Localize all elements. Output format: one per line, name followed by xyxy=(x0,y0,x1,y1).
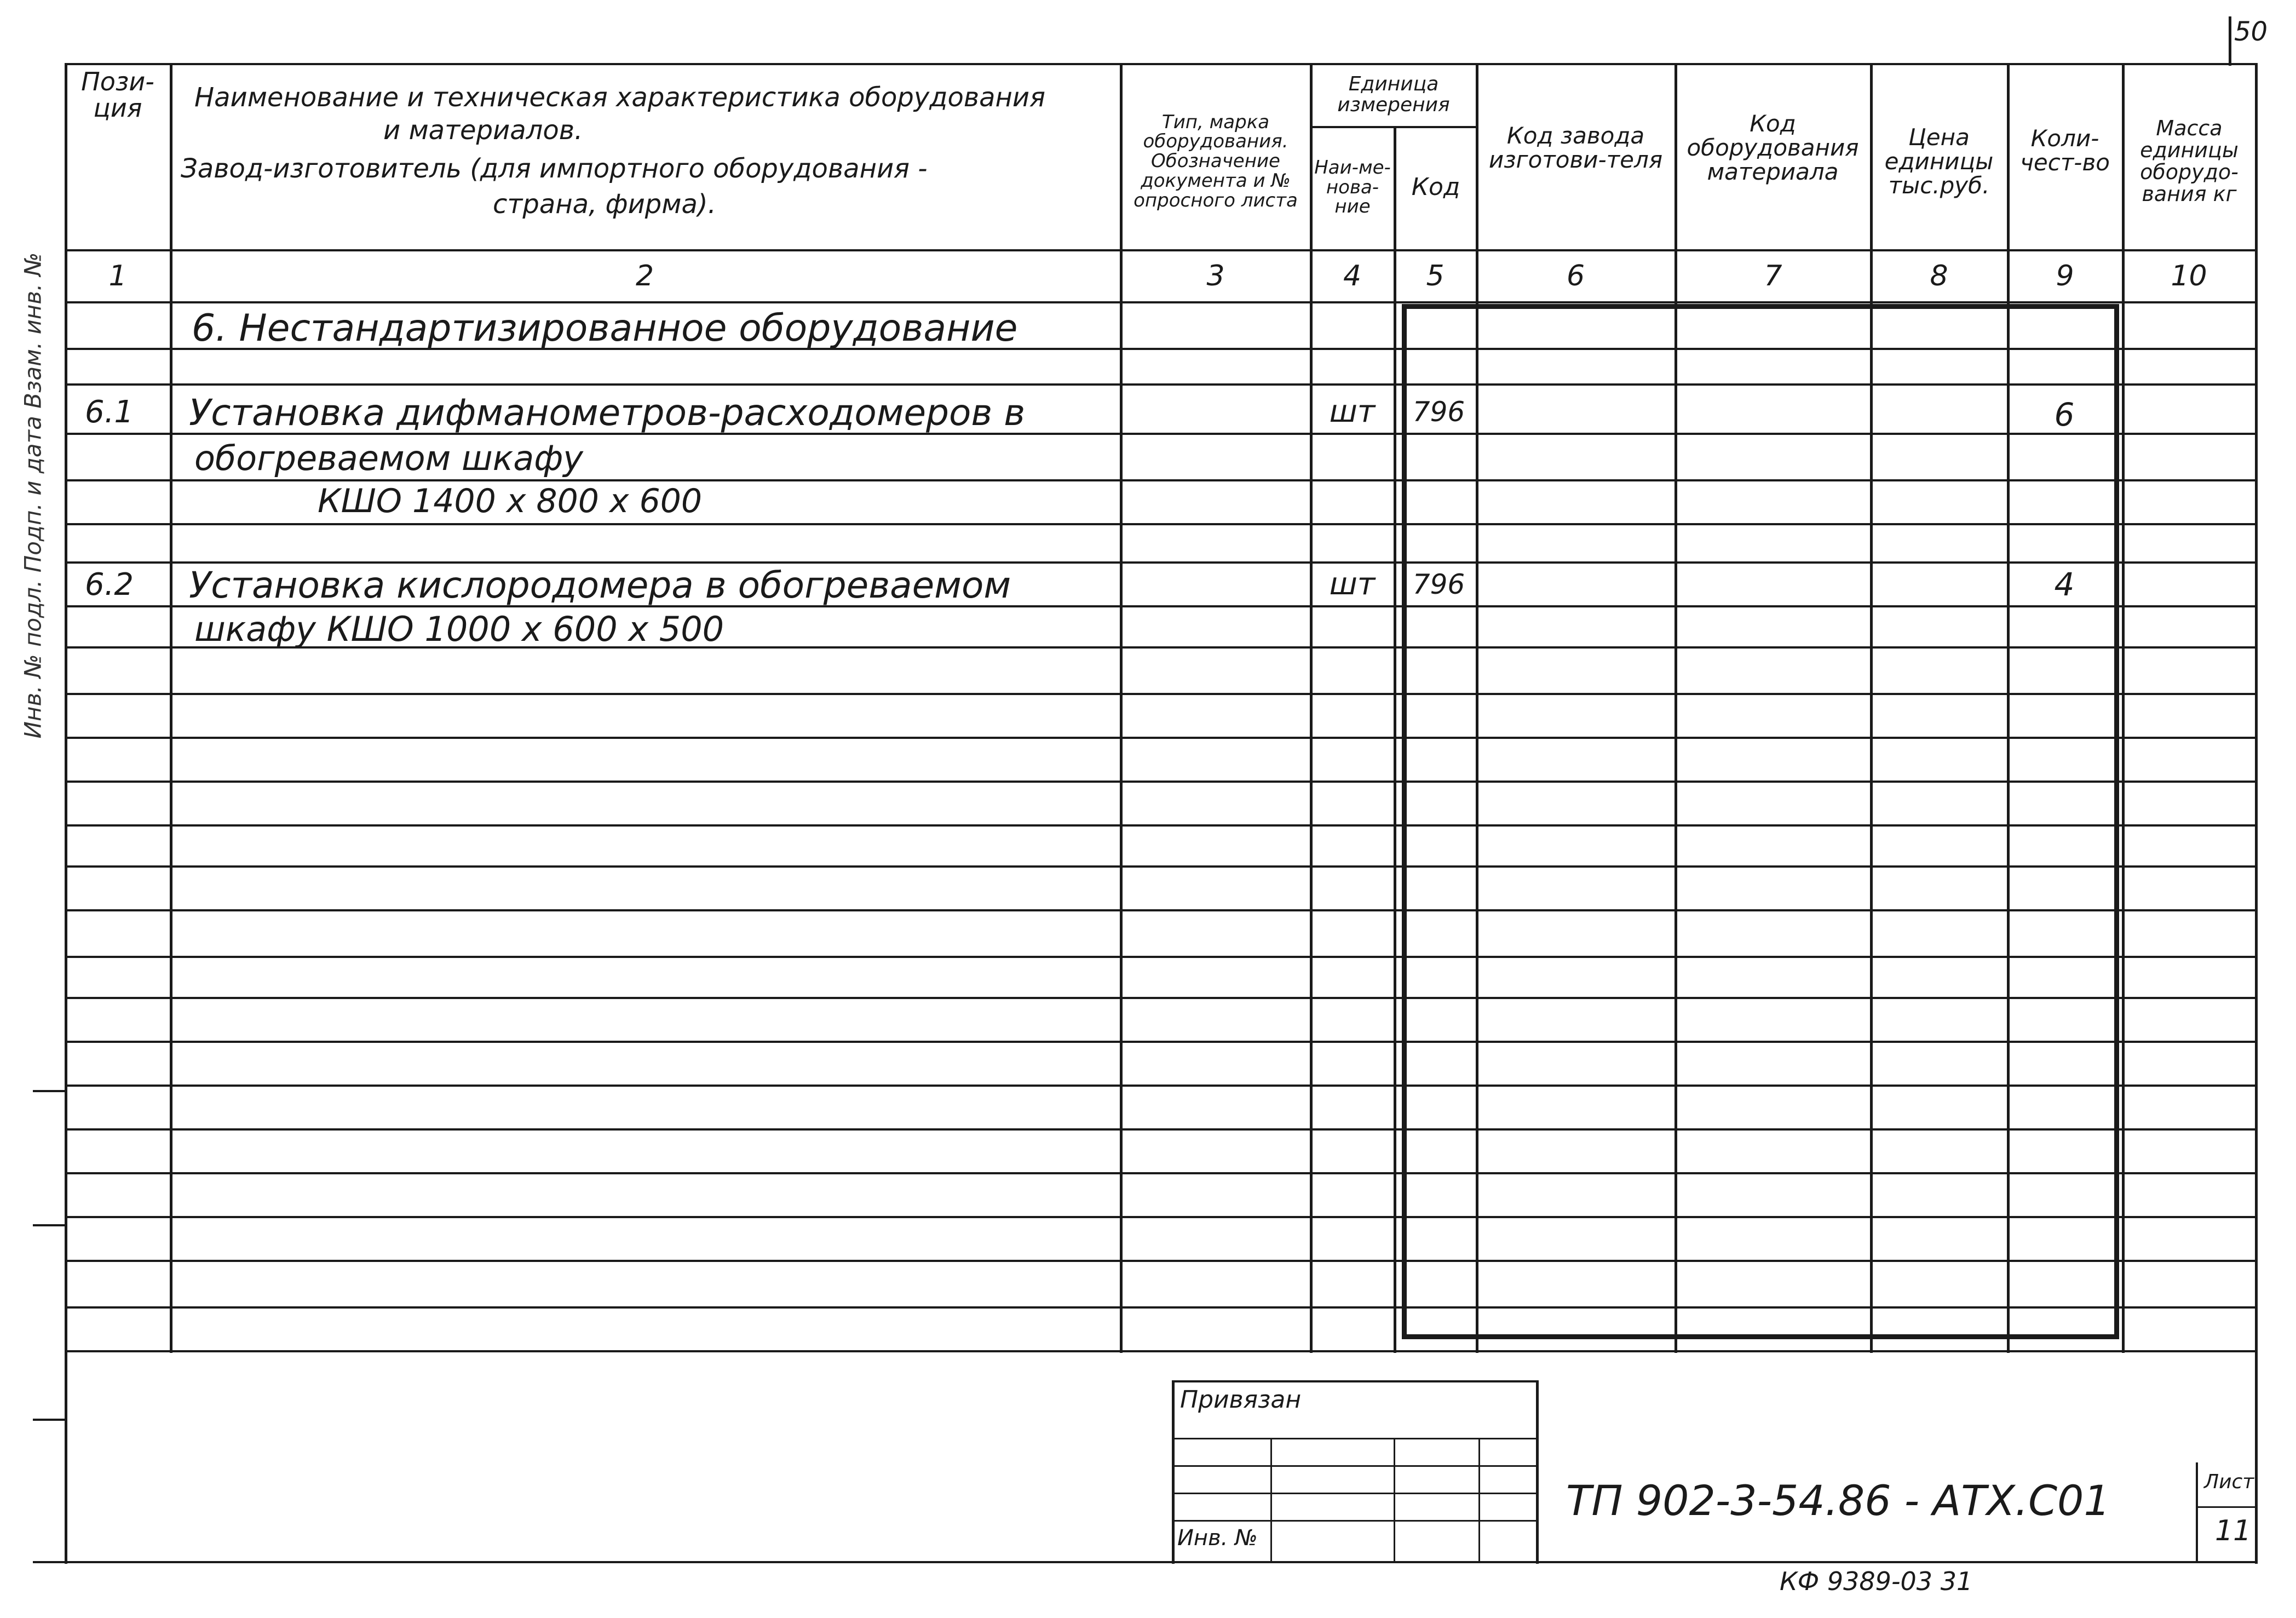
row-6-1-name-line1: Установка дифманометров-расходомеров в xyxy=(189,392,1026,434)
col-number-5: 5 xyxy=(1426,260,1445,293)
row-6-1-unit: шт xyxy=(1329,394,1376,430)
margin-tick xyxy=(33,1090,66,1092)
margin-mark: Инв. № подл. Подп. и дата Взам. инв. № xyxy=(19,252,47,739)
section-title: 6. Нестандартизированное оборудование xyxy=(192,307,1018,350)
stamp-linked-label: Привязан xyxy=(1180,1386,1302,1414)
corner-mark: 50 xyxy=(2234,16,2268,47)
header-unit-code: Код xyxy=(1411,173,1460,202)
col-number-4: 4 xyxy=(1343,260,1362,293)
row-6-2-position: 6.2 xyxy=(85,567,134,603)
header-mass: Масса единицы оборудо-вания кг xyxy=(2140,116,2239,206)
header-factory-code: Код завода изготови-теля xyxy=(1488,122,1663,173)
col-number-7: 7 xyxy=(1764,260,1782,293)
header-unit-name: Наи-ме-нова-ние xyxy=(1314,156,1391,218)
col-number-1: 1 xyxy=(108,260,127,293)
col-number-6: 6 xyxy=(1566,260,1585,293)
margin-tick xyxy=(33,1419,66,1421)
header-name-line4: страна, фирма). xyxy=(493,189,716,220)
header-name-line1: Наименование и техническая характеристика оборудования xyxy=(194,82,1045,113)
header-price: Цена единицы тыс.руб. xyxy=(1884,123,1994,199)
col-number-9: 9 xyxy=(2056,260,2074,293)
col-number-3: 3 xyxy=(1206,260,1225,293)
col-number-10: 10 xyxy=(2171,260,2207,293)
col-number-8: 8 xyxy=(1930,260,1948,293)
row-6-1-quantity: 6 xyxy=(2054,396,2075,434)
row-6-1-name-line3: КШО 1400 x 800 x 600 xyxy=(318,482,703,520)
header-equipment-code: Код оборудования материала xyxy=(1687,110,1859,186)
col-number-2: 2 xyxy=(635,260,654,293)
corner-line xyxy=(2229,16,2231,66)
row-6-2-unit: шт xyxy=(1329,566,1376,603)
header-position: Пози-ция xyxy=(81,67,154,123)
header-type: Тип, марка оборудования. Обозначение документа и № опросного листа xyxy=(1133,111,1298,211)
row-6-2-code: 796 xyxy=(1412,569,1465,601)
row-6-1-code: 796 xyxy=(1412,396,1465,428)
row-6-2-name-line2: шкафу КШО 1000 x 600 x 500 xyxy=(194,609,724,649)
stamp-inventory-label: Инв. № xyxy=(1177,1525,1258,1551)
header-units-group: Единица измерения xyxy=(1337,72,1450,116)
row-6-1-position: 6.1 xyxy=(85,394,134,430)
stamp-sheet-label: Лист xyxy=(2204,1471,2254,1493)
row-6-2-quantity: 4 xyxy=(2054,566,2075,604)
row-6-2-name-line1: Установка кислородомера в обогреваемом xyxy=(189,564,1011,606)
stamp-designation: ТП 902-3-54.86 - АТХ.С01 xyxy=(1566,1476,2110,1525)
header-quantity: Коли-чест-во xyxy=(2020,124,2110,176)
stamp-sheet-number: 11 xyxy=(2215,1514,2252,1547)
header-name-line2: и материалов. xyxy=(383,115,583,146)
row-6-1-name-line2: обогреваемом шкафу xyxy=(194,438,583,478)
footer-code: КФ 9389-03 31 xyxy=(1780,1567,1973,1596)
header-name-line3: Завод-изготовитель (для импортного оборудования - xyxy=(181,153,928,184)
margin-tick xyxy=(33,1224,66,1226)
